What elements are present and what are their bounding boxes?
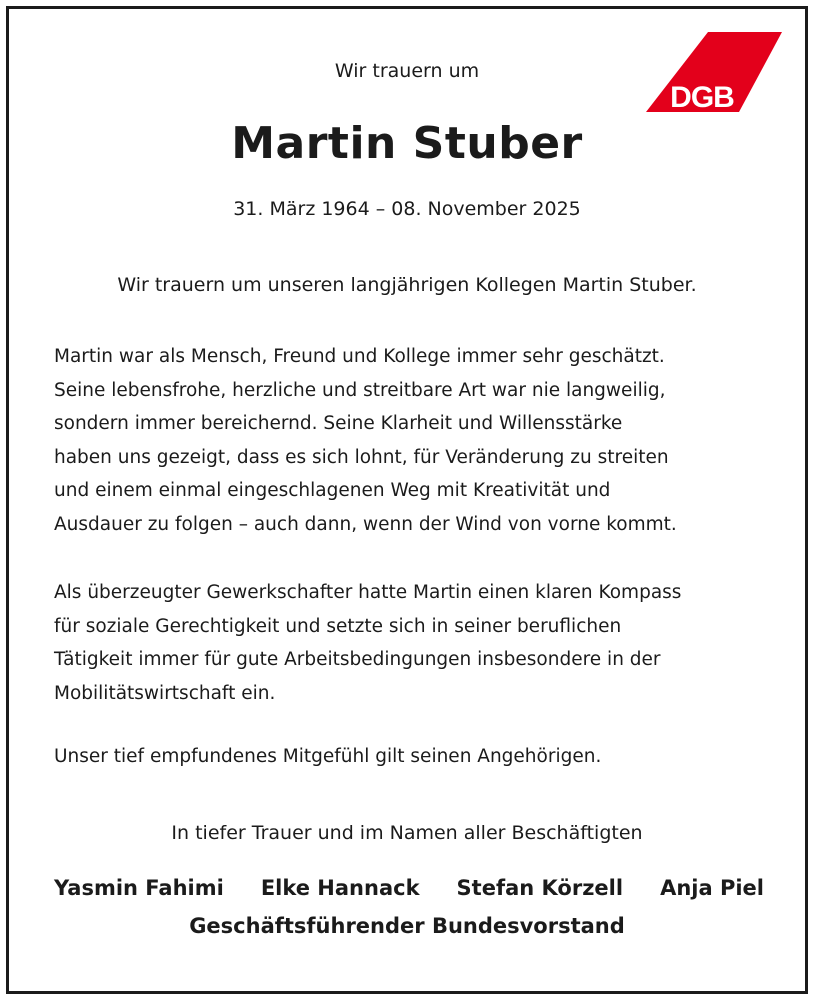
signer-name: Anja Piel [660, 876, 764, 900]
life-dates: 31. März 1964 – 08. November 2025 [233, 198, 581, 220]
signers-row [54, 876, 764, 900]
closing-line: In tiefer Trauer und im Namen aller Beschäftigten [171, 822, 643, 844]
deceased-name: Martin Stuber [231, 118, 583, 169]
paragraph-line: Als überzeugter Gewerkschafter hatte Martin einen klaren Kompass [54, 582, 682, 603]
lead-sentence: Wir trauern um unseren langjährigen Kollegen Martin Stuber. [117, 274, 697, 296]
paragraph-line: Tätigkeit immer für gute Arbeitsbedingungen insbesondere in der [54, 649, 661, 670]
paragraph-line: Seine lebensfrohe, herzliche und streitbare Art war nie langweilig, [54, 379, 666, 401]
paragraph-line: haben uns gezeigt, dass es sich lohnt, für Veränderung zu streiten [54, 446, 669, 468]
paragraph-tribute [54, 340, 774, 541]
paragraph-condolence [54, 740, 774, 774]
paragraph-line: Martin war als Mensch, Freund und Kollege immer sehr geschätzt. [54, 346, 665, 367]
signer-name: Stefan Körzell [456, 876, 624, 900]
signer-name: Elke Hannack [260, 876, 420, 900]
paragraph-line: für soziale Gerechtigkeit und setzte sich in seiner beruflichen [54, 615, 622, 637]
paragraph-line: Ausdauer zu folgen – auch dann, wenn der Wind von vorne kommt. [54, 513, 677, 535]
paragraph-line: Mobilitätswirtschaft ein. [54, 682, 276, 704]
dgb-logo-text: DGB [670, 81, 734, 112]
paragraph-line: sondern immer bereichernd. Seine Klarheit und Willensstärke [54, 413, 623, 434]
signer-name: Yasmin Fahimi [54, 876, 224, 900]
paragraph-line: und einem einmal eingeschlagenen Weg mit Kreativität und [54, 480, 611, 501]
board-title: Geschäftsführender Bundesvorstand [189, 914, 625, 938]
paragraph-union [54, 576, 774, 710]
intro-text: Wir trauern um [334, 60, 480, 82]
paragraph-line: Unser tief empfundenes Mitgefühl gilt seinen Angehörigen. [54, 746, 602, 767]
